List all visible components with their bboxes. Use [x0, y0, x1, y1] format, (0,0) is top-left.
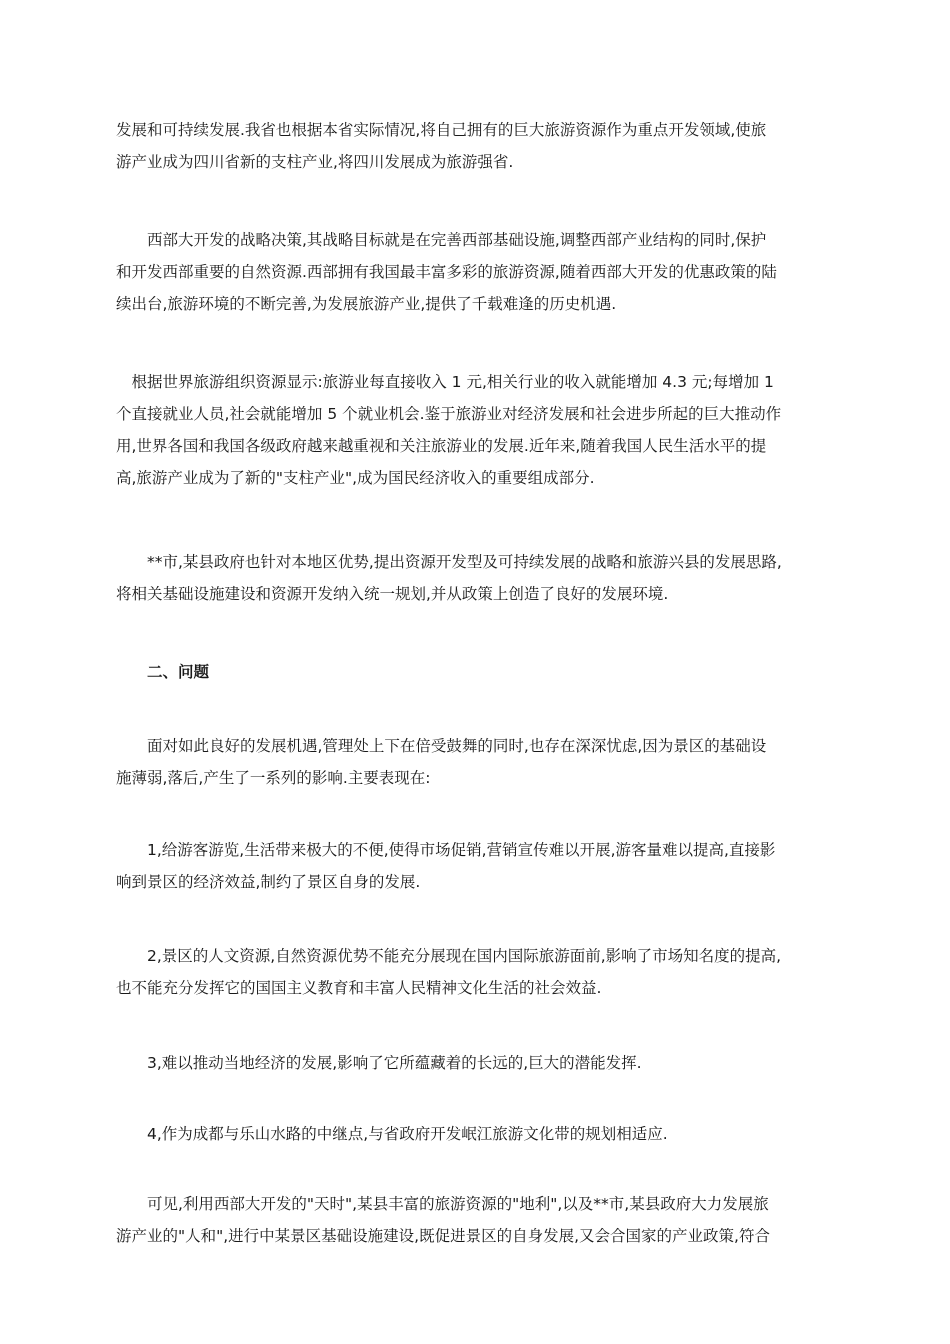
- text-line: 1,给游客游览,生活带来极大的不便,使得市场促销,营销宣传难以开展,游客量难以提高,直接影: [116, 841, 776, 859]
- text-line: 用,世界各国和我国各级政府越来越重视和关注旅游业的发展.近年来,随着我国人民生活水平的提: [116, 437, 767, 455]
- text-line: 根据世界旅游组织资源显示:旅游业每直接收入 1 元,相关行业的收入就能增加 4.3 元;每增加 1: [116, 373, 774, 391]
- text-line: 游产业的"人和",进行中某景区基础设施建设,既促进景区的自身发展,又会合国家的产业政策,符合: [116, 1227, 770, 1245]
- text-line: 3,难以推动当地经济的发展,影响了它所蕴藏着的长远的,巨大的潜能发挥.: [116, 1054, 642, 1072]
- section-heading-problems: [116, 656, 834, 688]
- paragraph-local-government: [116, 546, 834, 610]
- list-item-problem-1: [116, 834, 834, 898]
- paragraph-tourism-statistics: [116, 366, 834, 494]
- text-line: 个直接就业人员,社会就能增加 5 个就业机会.鉴于旅游业对经济发展和社会进步所起的巨大推动作: [116, 405, 782, 423]
- text-line: 高,旅游产业成为了新的"支柱产业",成为国民经济收入的重要组成部分.: [116, 469, 595, 487]
- text-line: 将相关基础设施建设和资源开发纳入统一规划,并从政策上创造了良好的发展环境.: [116, 585, 669, 603]
- text-line: 面对如此良好的发展机遇,管理处上下在倍受鼓舞的同时,也存在深深忧虑,因为景区的基础设: [116, 737, 767, 755]
- list-item-problem-4: [116, 1118, 834, 1150]
- text-line: 响到景区的经济效益,制约了景区自身的发展.: [116, 873, 421, 891]
- text-line: 4,作为成都与乐山水路的中继点,与省政府开发岷江旅游文化带的规划相适应.: [116, 1125, 668, 1143]
- text-line: 2,景区的人文资源,自然资源优势不能充分展现在国内国际旅游面前,影响了市场知名度的提高,: [116, 947, 782, 965]
- text-line: 也不能充分发挥它的国国主义教育和丰富人民精神文化生活的社会效益.: [116, 979, 602, 997]
- text-line: 和开发西部重要的自然资源.西部拥有我国最丰富多彩的旅游资源,随着西部大开发的优惠政策的陆: [116, 263, 777, 281]
- paragraph-western-development: [116, 224, 834, 320]
- list-item-problem-2: [116, 940, 834, 1004]
- list-item-problem-3: [116, 1047, 834, 1079]
- paragraph-conclusion: [116, 1188, 834, 1252]
- text-line: 续出台,旅游环境的不断完善,为发展旅游产业,提供了千载难逢的历史机遇.: [116, 295, 617, 313]
- paragraph-intro-continuation: [116, 114, 834, 178]
- text-line: **市,某县政府也针对本地区优势,提出资源开发型及可持续发展的战略和旅游兴县的发展思路,: [116, 553, 782, 571]
- text-line: 西部大开发的战略决策,其战略目标就是在完善西部基础设施,调整西部产业结构的同时,保护: [116, 231, 767, 249]
- text-line: 发展和可持续发展.我省也根据本省实际情况,将自己拥有的巨大旅游资源作为重点开发领域,使旅: [116, 121, 767, 139]
- text-line: 游产业成为四川省新的支柱产业,将四川发展成为旅游强省.: [116, 153, 514, 171]
- heading-text: 二、问题: [116, 663, 210, 681]
- text-line: 施薄弱,落后,产生了一系列的影响.主要表现在:: [116, 769, 431, 787]
- text-line: 可见,利用西部大开发的"天时",某县丰富的旅游资源的"地利",以及**市,某县政府大力发展旅: [116, 1195, 769, 1213]
- paragraph-problems-intro: [116, 730, 834, 794]
